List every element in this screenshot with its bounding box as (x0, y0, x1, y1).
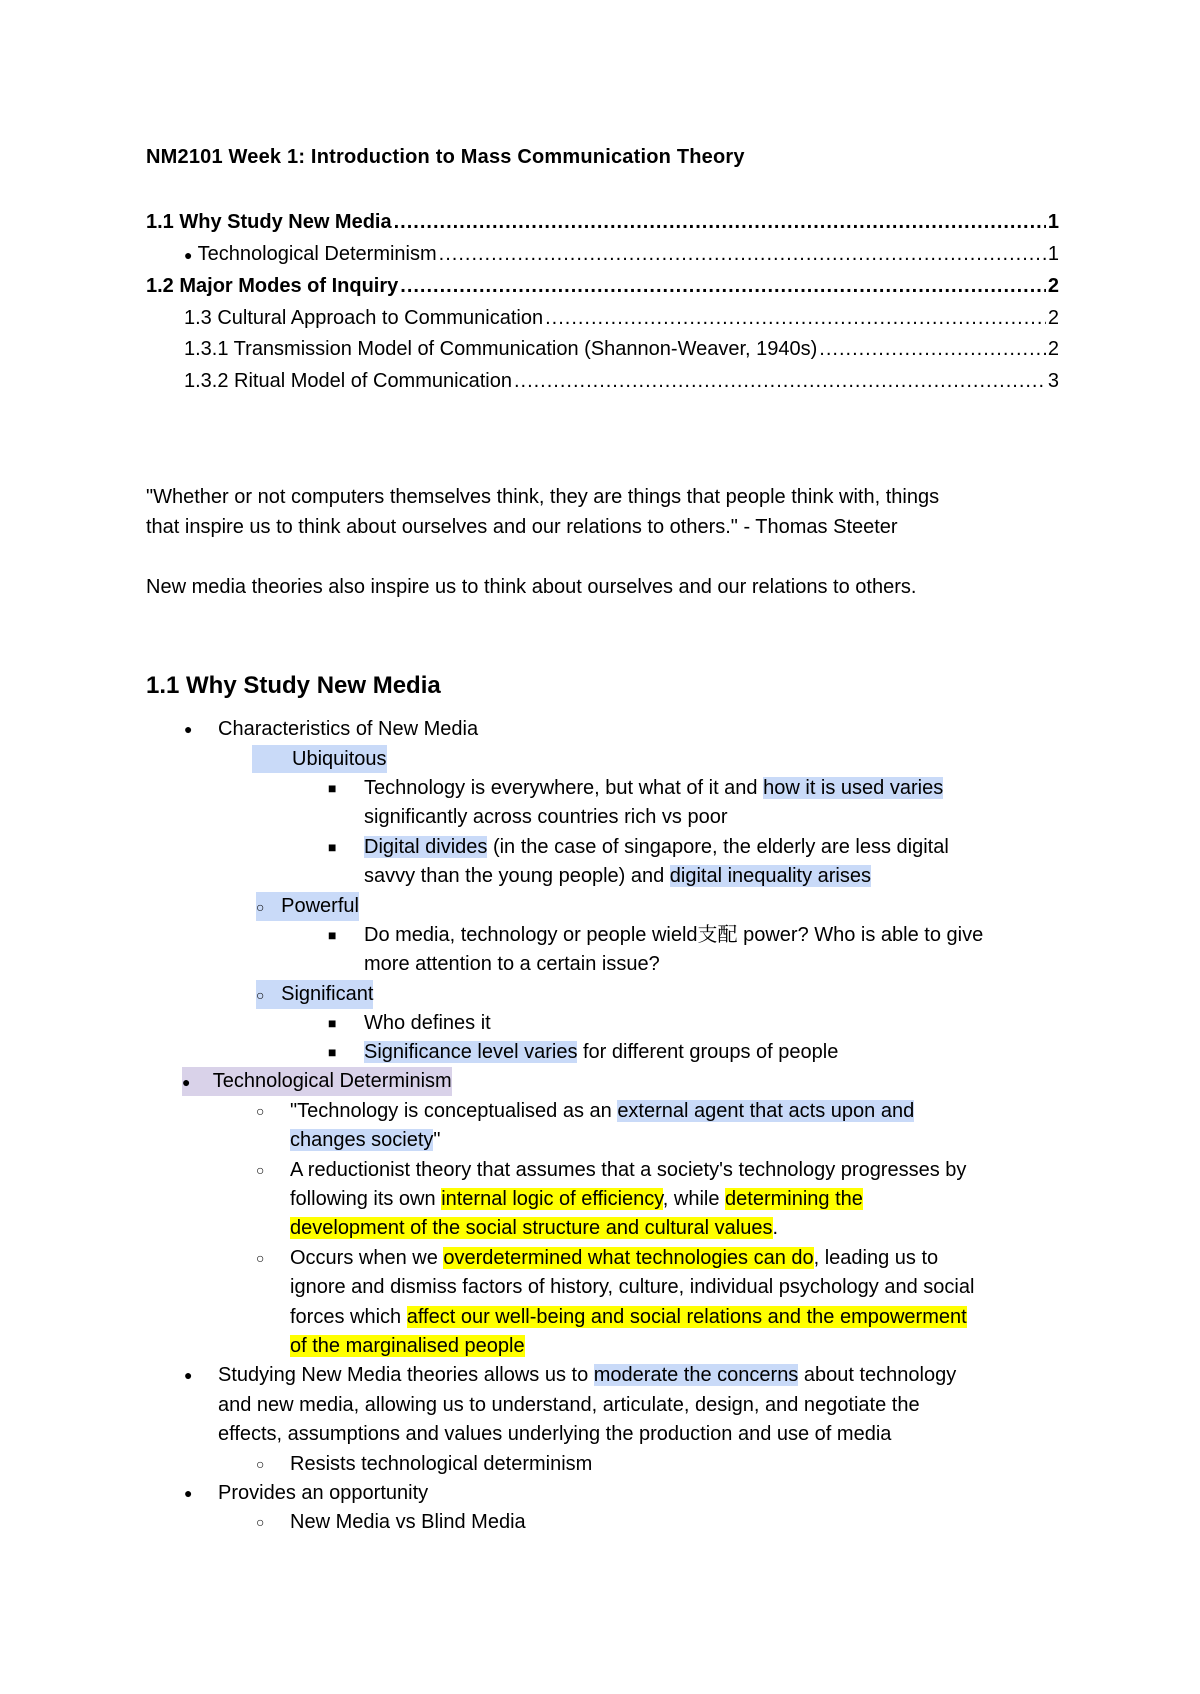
bullet-circle-icon: ○ (256, 1514, 265, 1530)
list-item: Occurs when we overdetermined what technologies can do, leading us to (290, 1247, 939, 1269)
bullet-circle-icon: ○ (256, 1456, 265, 1472)
list-item: Studying New Media theories allows us to moderate the concerns about technology (218, 1364, 957, 1386)
list-item: Technology is everywhere, but what of it and how it is used varies (364, 777, 944, 799)
toc-entry-label: 1.3.2 Ritual Model of Communication (184, 370, 512, 392)
list-item-continuation: and new media, allowing us to understand, articulate, design, and negotiate the (218, 1394, 920, 1416)
quote-line: "Whether or not computers themselves think, they are things that people think with, things (146, 486, 940, 508)
toc-entry-page: 1 (1047, 243, 1059, 265)
bullet-dot-icon: ● (184, 1367, 193, 1383)
toc-entry-label: 1.3.1 Transmission Model of Communication (Shannon-Weaver, 1940s) (184, 338, 818, 360)
bullet-dot-icon: ● (184, 1485, 193, 1501)
toc-entry-page: 2 (1047, 275, 1059, 297)
section-heading: 1.1 Why Study New Media (146, 672, 441, 699)
list-item-continuation: following its own internal logic of efficiency, while determining the (290, 1188, 863, 1210)
toc-entry[interactable] (184, 307, 1059, 330)
list-item-continuation: more attention to a certain issue? (364, 953, 660, 975)
list-item: A reductionist theory that assumes that a society's technology progresses by (290, 1159, 967, 1181)
list-item-continuation: forces which affect our well-being and social relations and the empowerment (290, 1306, 967, 1328)
bullet-circle-icon: ○ (256, 1250, 265, 1266)
bullet-square-icon: ■ (328, 839, 337, 855)
bullet-circle-icon: ○ (256, 899, 265, 915)
list-item: Resists technological determinism (290, 1453, 593, 1475)
list-item: Provides an opportunity (218, 1482, 429, 1504)
bullet-square-icon: ■ (328, 780, 337, 796)
list-item: ○ Powerful (256, 892, 359, 921)
intro-paragraph: New media theories also inspire us to think about ourselves and our relations to others. (146, 576, 917, 598)
bullet-dot-icon: ● (182, 1074, 191, 1090)
list-item: Who defines it (364, 1012, 491, 1034)
list-item-continuation: of the marginalised people (290, 1335, 525, 1357)
list-item: Characteristics of New Media (218, 718, 479, 740)
toc-entry[interactable] (146, 275, 1059, 298)
bullet-square-icon: ■ (328, 1044, 337, 1060)
list-item: Digital divides (in the case of singapore, the elderly are less digital (364, 836, 949, 858)
toc-entry-page: 2 (1047, 307, 1059, 329)
toc-entry-label: 1.1 Why Study New Media (146, 211, 392, 233)
toc-entry-label: 1.3 Cultural Approach to Communication (184, 307, 544, 329)
list-item: Significance level varies for different groups of people (364, 1041, 839, 1063)
list-item: Do media, technology or people wield支配 power? Who is able to give (364, 924, 984, 946)
list-item: Ubiquitous (252, 745, 387, 773)
toc-entry-page: 3 (1047, 370, 1059, 392)
toc-entry-label: 1.2 Major Modes of Inquiry (146, 275, 399, 297)
list-item-continuation: development of the social structure and cultural values. (290, 1217, 779, 1239)
bullet-dot-icon: ● (184, 721, 193, 737)
toc-entry[interactable] (184, 338, 1059, 361)
quote-line: that inspire us to think about ourselves and our relations to others." - Thomas Steeter (146, 516, 898, 538)
quote-paragraph (146, 482, 1066, 542)
bullet-circle-icon: ○ (256, 1162, 265, 1178)
list-item: ● Technological Determinism (182, 1067, 452, 1096)
toc-entry-page: 2 (1047, 338, 1059, 360)
list-item-continuation: significantly across countries rich vs poor (364, 806, 728, 828)
bullet-circle-icon: ○ (256, 1103, 265, 1119)
toc-entry[interactable] (146, 211, 1059, 234)
bullet-square-icon: ■ (328, 1015, 337, 1031)
toc-entry-page: 1 (1047, 211, 1059, 233)
toc-entry[interactable] (184, 243, 1059, 266)
list-item-continuation: changes society" (290, 1129, 441, 1151)
list-item: New Media vs Blind Media (290, 1511, 526, 1533)
list-item: ○ Significant (256, 980, 373, 1009)
bullet-dot-icon: ● (184, 247, 193, 263)
toc-entry[interactable] (184, 370, 1059, 393)
toc-entry-label: Technological Determinism (197, 243, 437, 265)
list-item-continuation: ignore and dismiss factors of history, culture, individual psychology and social (290, 1276, 975, 1298)
document-title: NM2101 Week 1: Introduction to Mass Communication Theory (146, 146, 745, 168)
bullet-circle-icon: ○ (256, 987, 265, 1003)
bullet-square-icon: ■ (328, 927, 337, 943)
list-item-continuation: effects, assumptions and values underlying the production and use of media (218, 1423, 892, 1445)
list-item-continuation: savvy than the young people) and digital inequality arises (364, 865, 872, 887)
list-item: "Technology is conceptualised as an external agent that acts upon and (290, 1100, 915, 1122)
